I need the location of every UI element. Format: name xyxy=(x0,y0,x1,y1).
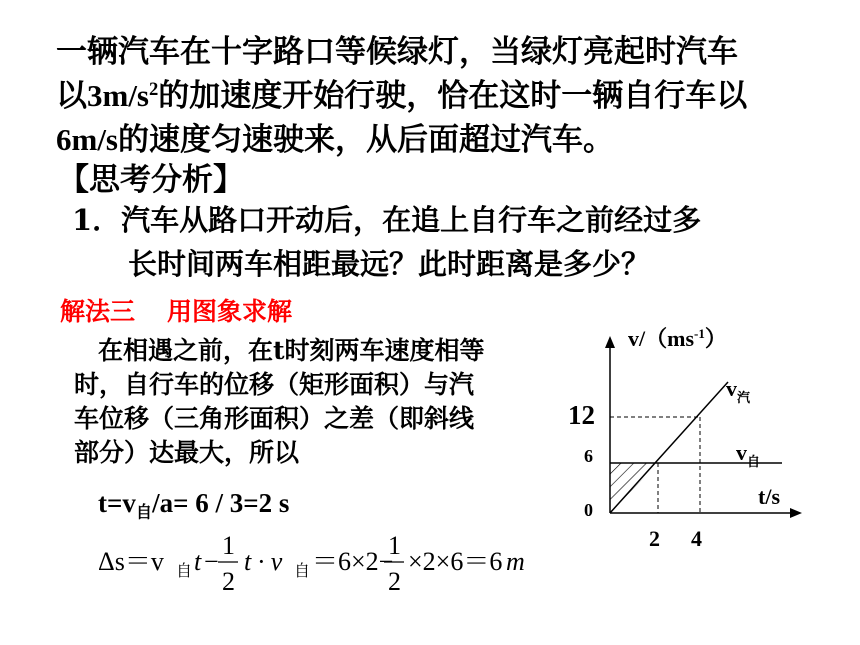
explanation-line-3: 车位移（三角形面积）之差（即斜线 xyxy=(74,404,475,433)
time-dot-velocity: t · v xyxy=(244,547,283,576)
tick-label-12: 12 xyxy=(568,400,595,430)
problem-line-1: 一辆汽车在十字路口等候绿灯，当绿灯亮起时汽车 xyxy=(56,34,738,70)
delta-s-text: Δs＝v xyxy=(98,547,164,576)
car-line-label: $v_汽$ xyxy=(726,376,751,406)
x-axis-arrow xyxy=(790,508,802,518)
x-axis-label: t/s xyxy=(758,484,780,509)
explanation-text xyxy=(74,334,544,470)
fraction-2-numerator: 1 xyxy=(388,531,401,560)
explanation-line-2: 时，自行车的位移（矩形面积）与汽 xyxy=(74,370,475,399)
fraction-1-numerator: 1 xyxy=(222,531,235,560)
fraction-1-denominator: 2 xyxy=(222,567,235,596)
tick-label-0: 0 xyxy=(584,500,593,520)
meter-unit: m xyxy=(506,547,525,576)
question-line-1: 1．汽车从路口开动后，在追上自行车之前经过多 xyxy=(72,203,702,237)
tick-label-2: 2 xyxy=(649,526,660,551)
analysis-title: 【思考分析】 xyxy=(58,162,244,198)
explanation-line-4: 部分）达最大，所以 xyxy=(74,438,300,467)
explanation-line-1: 在相遇之前，在t时刻两车速度相等 xyxy=(98,336,485,365)
time-symbol-1: t xyxy=(194,547,202,576)
problem-statement xyxy=(56,30,747,162)
minus-sign: − xyxy=(204,547,219,576)
tick-label-4: 4 xyxy=(691,526,702,551)
bike-line-label: $v_自$ xyxy=(736,440,761,470)
bike-subscript-2: 自 xyxy=(294,561,311,580)
method-heading xyxy=(60,292,292,328)
equals-six-times-two: ＝6×2− xyxy=(312,547,394,576)
displacement-formula xyxy=(98,530,538,596)
result-text: ×2×6＝6 xyxy=(408,547,503,576)
problem-line-3: 6m/s的速度匀速驶来，从后面超过汽车。 xyxy=(56,122,614,158)
method-label: 解法三 xyxy=(60,297,136,326)
method-title: 用图象求解 xyxy=(167,297,293,326)
time-formula: $t=v_自/a= 6 / 3=2$ s xyxy=(98,488,290,522)
y-axis-label: $v/(ms^{-1})$ xyxy=(628,326,727,351)
y-axis-arrow xyxy=(605,336,615,348)
tick-label-6: 6 xyxy=(584,446,593,466)
question-line-2: 长时间两车相距最远？此时距离是多少？ xyxy=(128,247,651,281)
problem-line-2: 以$3m/s^2$的加速度开始行驶，恰在这时一辆自行车以 xyxy=(56,78,748,114)
fraction-2-denominator: 2 xyxy=(388,567,401,596)
velocity-time-graph xyxy=(560,320,810,560)
car-velocity-line xyxy=(610,382,728,513)
bike-subscript-1: 自 xyxy=(176,561,193,580)
